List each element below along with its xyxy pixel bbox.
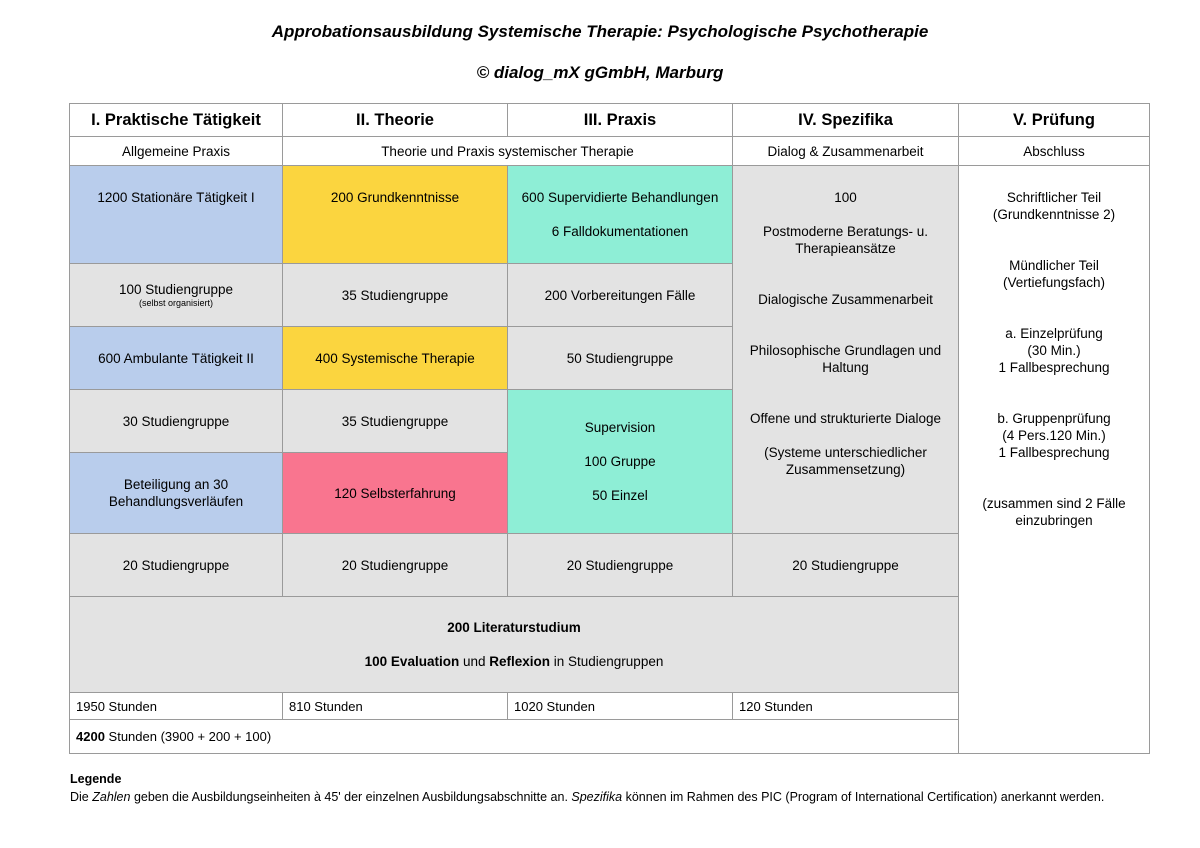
table-row — [70, 166, 1150, 264]
text-gruppenpruefung-dauer: (4 Pers.120 Min.) — [1002, 428, 1106, 443]
cell-studiengruppe-100 — [70, 264, 283, 327]
text-dialogische-zusammenarbeit: Dialogische Zusammenarbeit — [758, 292, 933, 307]
grand-total-number: 4200 — [76, 729, 105, 744]
cell-studiengruppe-20-col1: 20 Studiengruppe — [70, 534, 283, 597]
legend-t1: Die — [70, 790, 93, 804]
cell-pruefung-details — [959, 166, 1150, 754]
cell-studiengruppe-20-col2: 20 Studiengruppe — [283, 534, 508, 597]
cell-studiengruppe-50: 50 Studiengruppe — [508, 327, 733, 390]
text-literaturstudium: 200 Literaturstudium — [447, 620, 581, 635]
text-einzelpruefung: a. Einzelprüfung — [1005, 326, 1103, 341]
cell-studiengruppe-20-col3: 20 Studiengruppe — [508, 534, 733, 597]
legend-text — [70, 790, 1104, 804]
text-einzelpruefung-fall: 1 Fallbesprechung — [998, 360, 1110, 375]
cell-ambulante-taetigkeit: 600 Ambulante Tätigkeit II — [70, 327, 283, 390]
text-gruppenpruefung-fall: 1 Fallbesprechung — [998, 445, 1110, 460]
cell-systemische-therapie: 400 Systemische Therapie — [283, 327, 508, 390]
cell-selbsterfahrung: 120 Selbsterfahrung — [283, 453, 508, 534]
text-selbst-organisiert: (selbst organisiert) — [138, 298, 214, 308]
grand-total — [70, 720, 959, 754]
text-supervidierte-behandlungen: 600 Supervidierte Behandlungen — [521, 190, 719, 205]
legend-spezifika: Spezifika — [571, 790, 623, 804]
cell-stationaere-taetigkeit: 1200 Stationäre Tätigkeit I — [70, 166, 283, 264]
header-theorie: II. Theorie — [283, 104, 508, 137]
text-falldokumentationen: 6 Falldokumentationen — [551, 224, 689, 239]
legend-title: Legende — [70, 772, 122, 786]
text-systeme-zusammensetzung: (Systeme unterschiedlicher Zusammensetzung) — [764, 445, 927, 477]
page-title: Approbationsausbildung Systemische Therapie: Psychologische Psychotherapie — [271, 22, 929, 41]
text-schriftlicher-teil: Schriftlicher Teil (Grundkenntnisse 2) — [992, 190, 1116, 222]
legend-t2: geben die Ausbildungseinheiten à 45' der einzelnen Ausbildungsabschnitte an. — [130, 790, 572, 804]
text-supervision: Supervision — [584, 420, 656, 435]
text-evaluation: 100 Evaluation — [364, 654, 460, 669]
cell-spezifika-details — [733, 166, 959, 534]
cell-studiengruppe-30: 30 Studiengruppe — [70, 390, 283, 453]
text-faelle-einbringen: (zusammen sind 2 Fälle einzubringen — [982, 496, 1126, 528]
subheader-dialog: Dialog & Zusammenarbeit — [733, 137, 959, 166]
subheader-row — [70, 137, 1150, 166]
text-offene-dialoge: Offene und strukturierte Dialoge — [749, 411, 942, 426]
text-evaluation-reflexion — [76, 653, 952, 670]
subheader-allgemeine-praxis: Allgemeine Praxis — [70, 137, 283, 166]
header-praktische-taetigkeit: I. Praktische Tätigkeit — [70, 104, 283, 137]
text-supervision-gruppe: 100 Gruppe — [584, 454, 656, 469]
cell-studiengruppe-35b: 35 Studiengruppe — [283, 390, 508, 453]
cell-supervision — [508, 390, 733, 534]
total-col1: 1950 Stunden — [70, 693, 283, 720]
text-und: und — [459, 654, 490, 669]
text-in-studiengruppen: in Studiengruppen — [550, 654, 664, 669]
legend-t3: können im Rahmen des PIC (Program of International Certification) anerkannt werden. — [622, 790, 1105, 804]
text-einzelpruefung-dauer: (30 Min.) — [1027, 343, 1081, 358]
cell-behandlungsverlaeufe: Beteiligung an 30 Behandlungsverläufen — [70, 453, 283, 534]
text-gruppenpruefung: b. Gruppenprüfung — [997, 411, 1111, 426]
total-col2: 810 Stunden — [283, 693, 508, 720]
curriculum-table — [69, 103, 1150, 754]
subheader-abschluss: Abschluss — [959, 137, 1150, 166]
cell-literaturstudium — [70, 597, 959, 693]
grand-total-detail: Stunden (3900 + 200 + 100) — [104, 729, 272, 744]
page-subtitle: © dialog_mX gGmbH, Marburg — [476, 63, 724, 82]
legend-zahlen: Zahlen — [92, 790, 131, 804]
header-row — [70, 104, 1150, 137]
cell-grundkenntnisse: 200 Grundkenntnisse — [283, 166, 508, 264]
header-praxis: III. Praxis — [508, 104, 733, 137]
text-muendlicher-teil: Mündlicher Teil (Vertiefungsfach) — [1002, 258, 1106, 290]
subheader-theorie-praxis: Theorie und Praxis systemischer Therapie — [283, 137, 733, 166]
total-col3: 1020 Stunden — [508, 693, 733, 720]
cell-studiengruppe-35a: 35 Studiengruppe — [283, 264, 508, 327]
text-studiengruppe-100: 100 Studiengruppe — [118, 282, 234, 297]
cell-studiengruppe-20-col4: 20 Studiengruppe — [733, 534, 959, 597]
text-philosophische-grundlagen: Philosophische Grundlagen und Haltung — [749, 343, 942, 375]
text-reflexion: Reflexion — [489, 654, 550, 669]
header-spezifika: IV. Spezifika — [733, 104, 959, 137]
total-col4: 120 Stunden — [733, 693, 959, 720]
text-postmoderne-ansaetze: Postmoderne Beratungs- u. Therapieansätze — [762, 224, 929, 256]
text-spezifika-100: 100 — [834, 190, 857, 205]
cell-supervidierte-behandlungen — [508, 166, 733, 264]
header-pruefung: V. Prüfung — [959, 104, 1150, 137]
cell-vorbereitungen-faelle: 200 Vorbereitungen Fälle — [508, 264, 733, 327]
text-supervision-einzel: 50 Einzel — [592, 488, 648, 503]
